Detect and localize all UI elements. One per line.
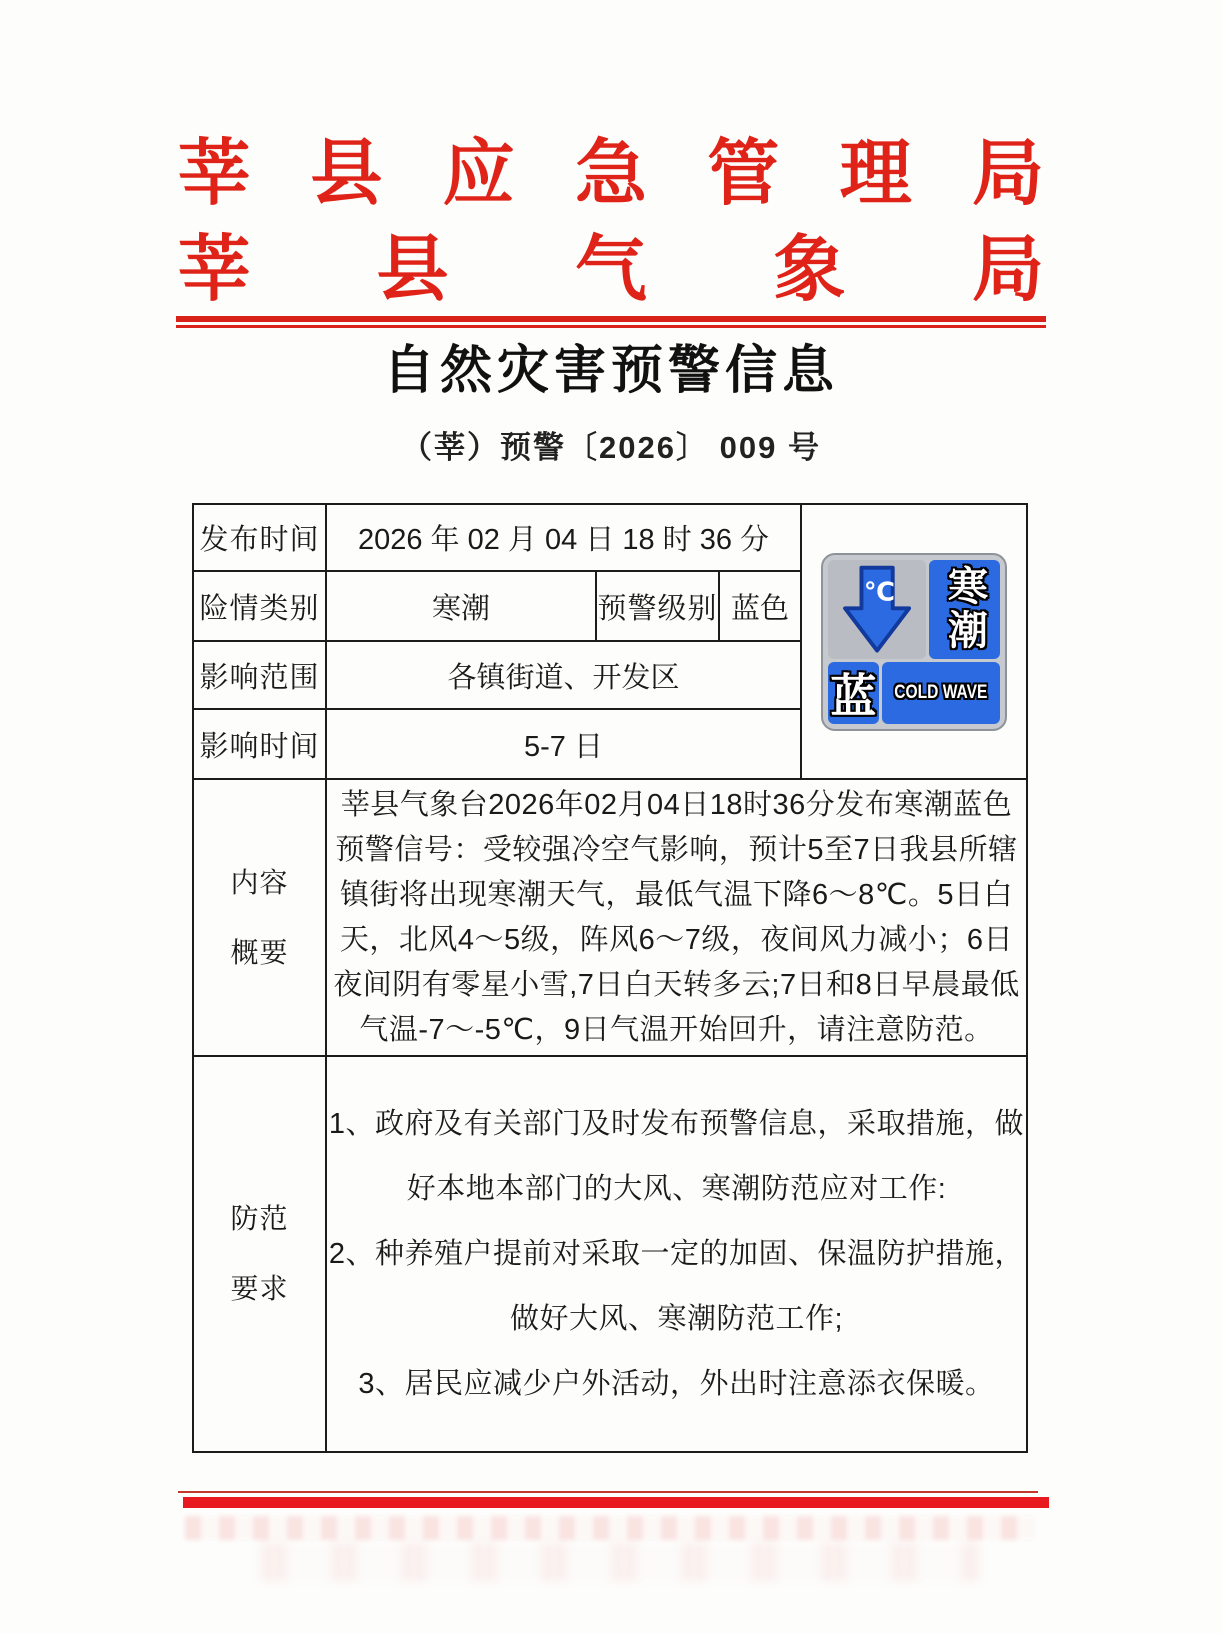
celsius-symbol: ℃ (863, 577, 895, 608)
publish-time-label: 发布时间 (193, 504, 326, 571)
header-divider-rule (176, 316, 1046, 328)
footer-rule-thick (183, 1497, 1049, 1508)
hazard-type-value: 寒潮 (326, 571, 596, 641)
affected-time-value: 5-7 日 (326, 709, 801, 779)
measures-label-line1: 防范 (230, 1203, 289, 1234)
down-arrow-graphic (832, 563, 922, 657)
measure-item-2: 2、种养殖户提前对采取一定的加固、保温防护措施，做好大风、寒潮防范工作; (328, 1237, 1025, 1335)
measure-item-1: 1、政府及有关部门及时发布预警信息，采取措施，做好本地本部门的大风、寒潮防范应对工作: (328, 1107, 1025, 1205)
summary-label-line2: 概要 (230, 936, 289, 968)
cold-wave-blue-warning-icon (821, 553, 1007, 731)
page-title: 自然灾害预警信息 (382, 342, 839, 400)
table-row-measures (193, 1056, 1027, 1452)
blue-level-char: 蓝 (830, 669, 877, 722)
cold-wave-name-en: COLD WAVE (894, 681, 988, 703)
warning-level-label: 预警级别 (596, 571, 719, 641)
measure-item-3: 3、居民应减少户外活动，外出时注意添衣保暖。 (358, 1367, 995, 1400)
cold-wave-name-cell (929, 560, 1000, 660)
org-name-line2: 莘县气象局 (178, 230, 1044, 310)
summary-text: 莘县气象台2026年02月04日18时36分发布寒潮蓝色预警信号：受较强冷空气影响，预计5至7日我县所辖镇街将出现寒潮天气，最低气温下降6～8℃。5日白天，北风4～5级，阵风6～7级，夜间风力减小；6日夜间阴有零星小雪,7日白天转多云;7日和8日早晨最低气温-7～-5℃，9日气温开始回升，请注意防范。 (326, 779, 1027, 1056)
document-number: （莘）预警〔2026〕 009 号 (401, 430, 821, 465)
warning-level-value: 蓝色 (719, 571, 801, 641)
warning-icon-cell (801, 504, 1027, 779)
summary-label-line1: 内容 (230, 866, 289, 898)
measures-text (326, 1056, 1027, 1452)
table-row-publish-time (193, 504, 1027, 571)
cold-wave-english-cell (882, 662, 1000, 723)
temperature-drop-arrow-icon (828, 560, 926, 660)
warning-info-table (192, 503, 1028, 1453)
table-row-summary (193, 779, 1027, 1056)
measures-label-line2: 要求 (230, 1273, 289, 1304)
measures-label (193, 1056, 326, 1452)
footer-divider-rule (178, 1491, 1044, 1508)
hazard-type-label: 险情类别 (193, 571, 326, 641)
affected-area-label: 影响范围 (193, 641, 326, 709)
affected-area-value: 各镇街道、开发区 (326, 641, 801, 709)
publish-time-value: 2026 年 02 月 04 日 18 时 36 分 (326, 504, 801, 571)
page-bleed-through-artifact-2 (260, 1542, 980, 1582)
page-bleed-through-artifact (185, 1516, 1035, 1540)
org-name-line1: 莘县应急管理局 (178, 134, 1044, 214)
affected-time-label: 影响时间 (193, 709, 326, 779)
cold-wave-name-cn: 寒潮 (942, 565, 987, 654)
blue-level-cell (828, 662, 879, 723)
summary-label (193, 779, 326, 1056)
